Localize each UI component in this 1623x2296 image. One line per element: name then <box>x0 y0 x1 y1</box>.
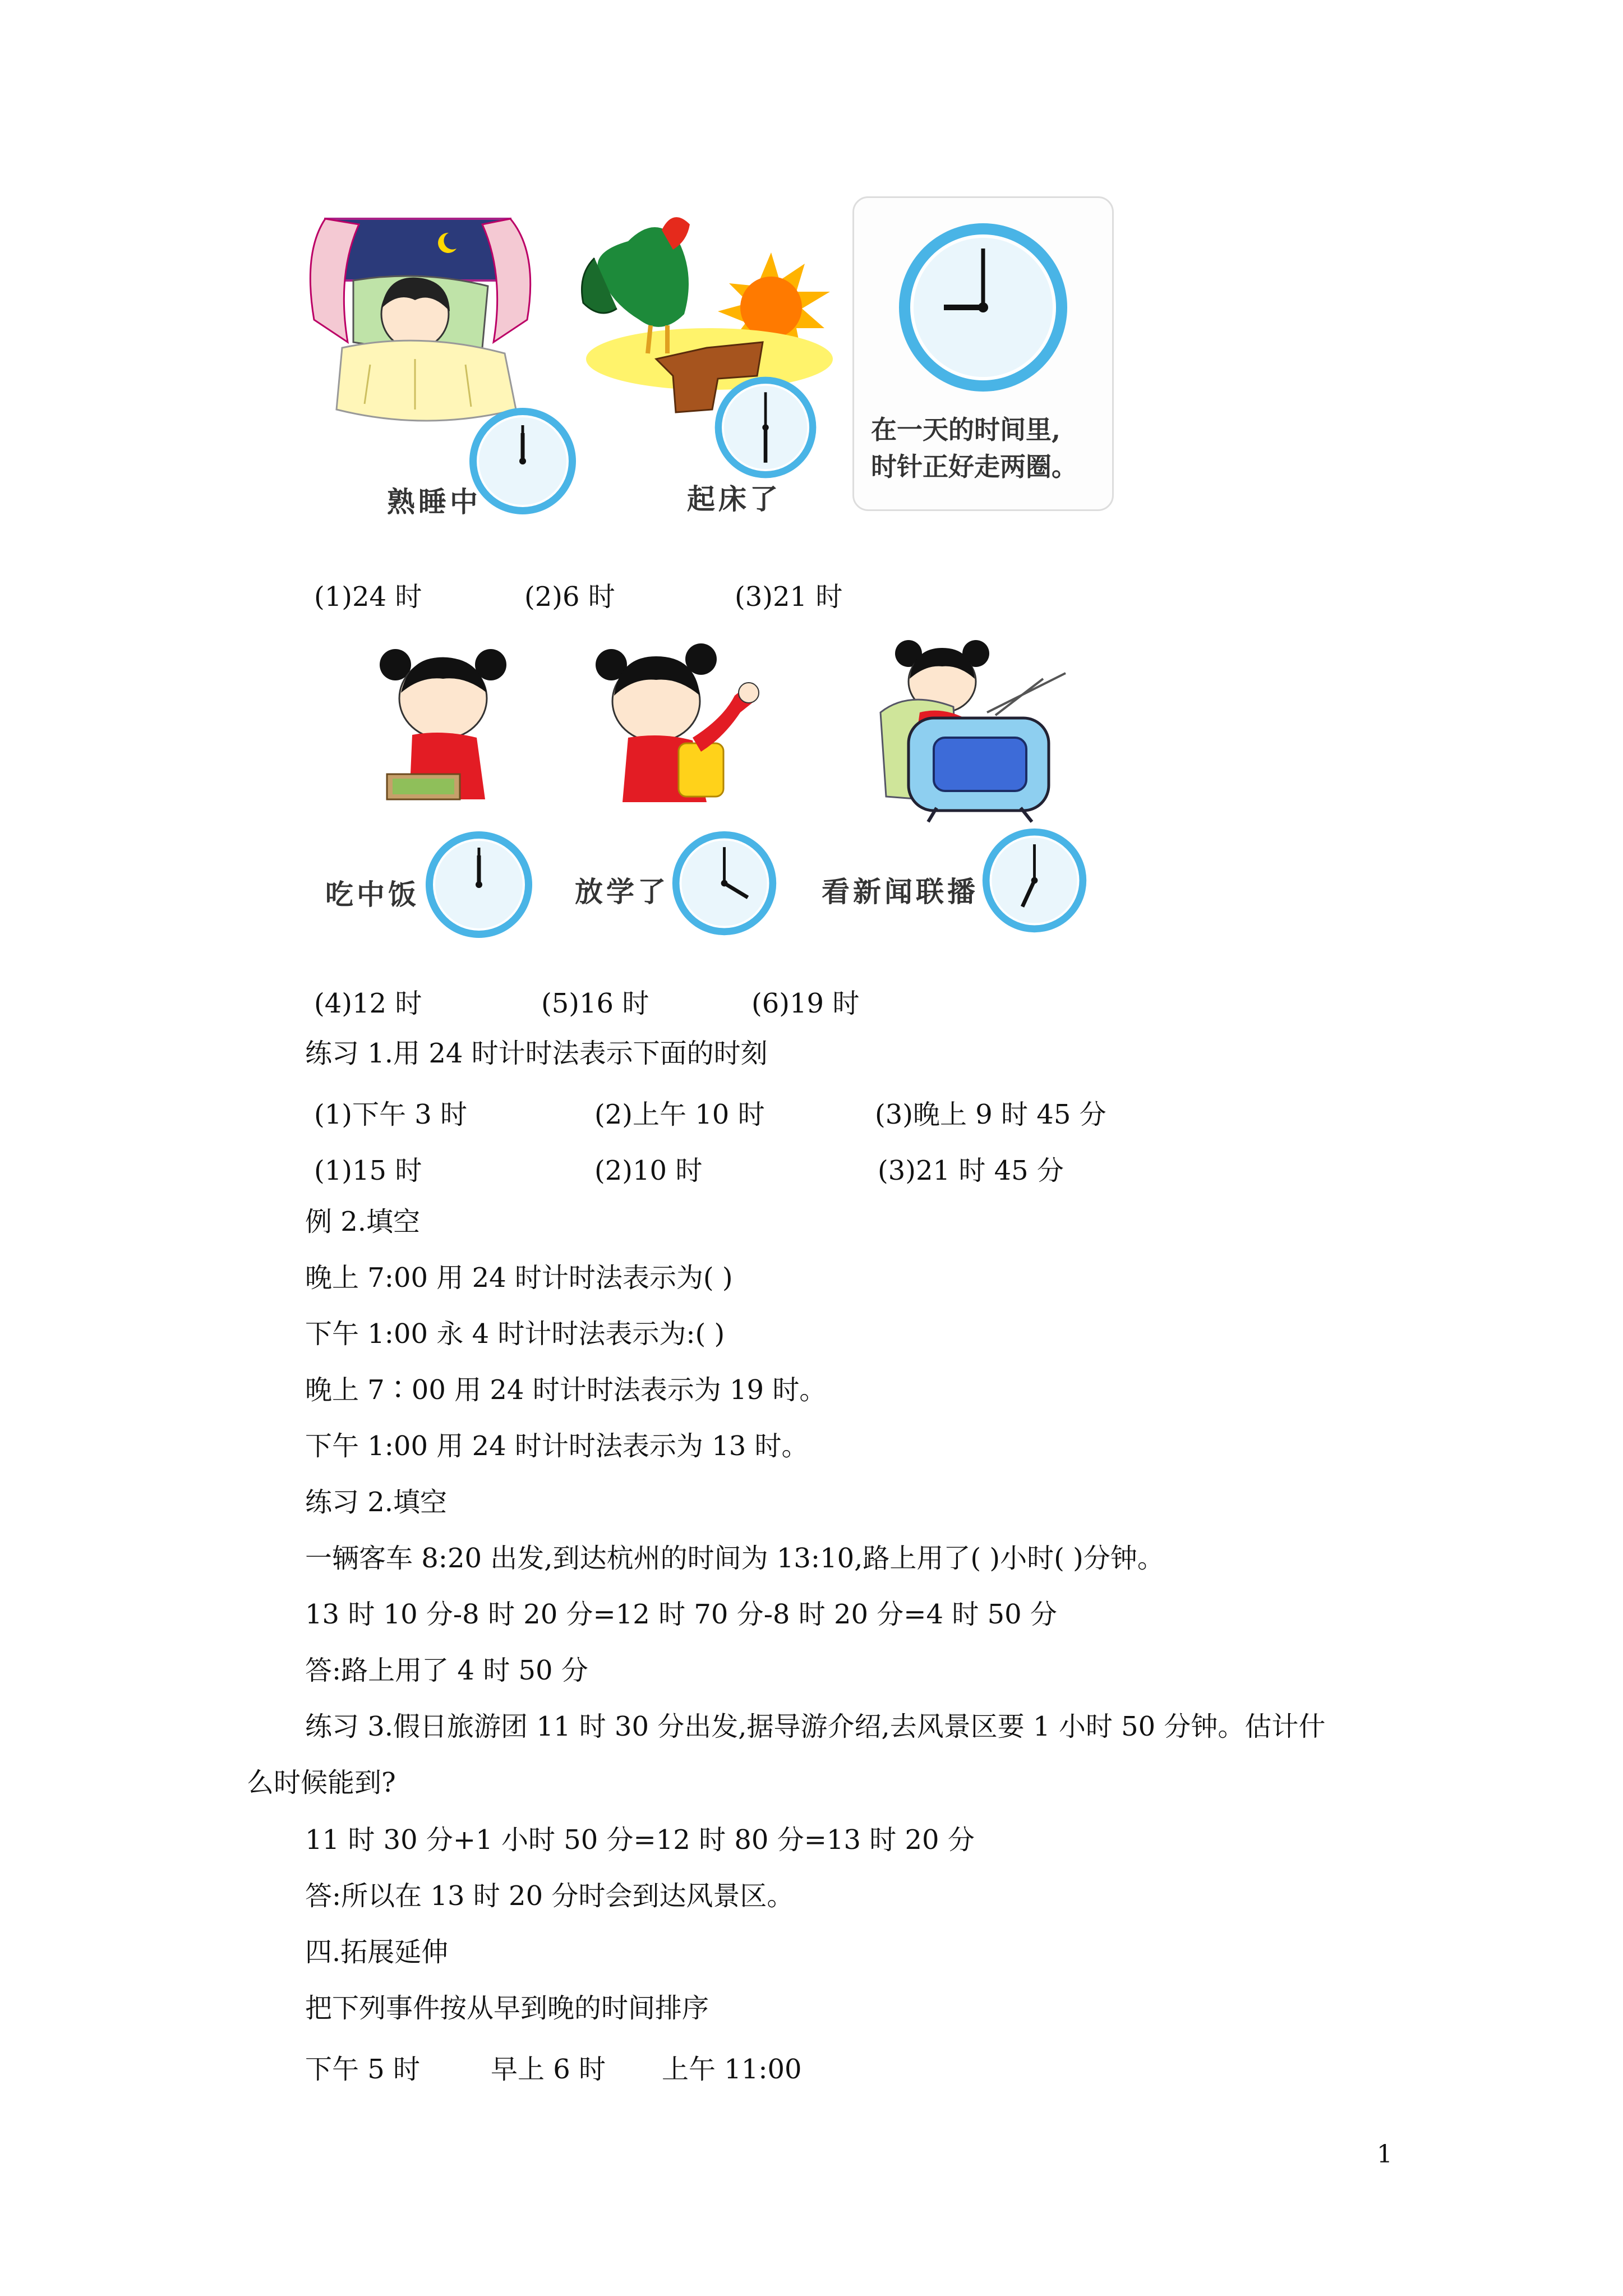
exercise-2-answer: 答:路上用了 4 时 50 分 <box>305 1655 588 1686</box>
clock-sleep <box>465 404 580 521</box>
school-scene <box>594 639 774 808</box>
ex1-a2: (2)10 时 <box>594 1155 703 1186</box>
caption-2: (2)6 时 <box>524 581 615 613</box>
girl-lunch-illustration <box>376 645 510 813</box>
example-2-a2: 下午 1:00 用 24 时计时法表示为 13 时。 <box>305 1430 809 1462</box>
tv-illustration <box>875 634 1077 825</box>
tv-scene <box>875 634 1077 825</box>
exercise-2-title: 练习 2.填空 <box>305 1487 448 1518</box>
exercise-3-calc: 11 时 30 分+1 小时 50 分=12 时 80 分=13 时 20 分 <box>305 1824 975 1856</box>
ex1-q2: (2)上午 10 时 <box>594 1099 765 1130</box>
clock-school <box>668 827 781 942</box>
clock-icon <box>422 827 537 942</box>
lunch-scene <box>376 645 510 813</box>
event-1: 下午 5 时 <box>305 2054 421 2085</box>
exercise-3-question-cont: 么时候能到? <box>247 1767 396 1798</box>
example-2-q2: 下午 1:00 永 4 时计时法表示为:( ) <box>305 1318 725 1350</box>
note-line-1: 在一天的时间里, <box>871 415 1061 445</box>
clock-lunch <box>422 827 537 945</box>
exercise-2-calc: 13 时 10 分-8 时 20 分=12 时 70 分-8 时 20 分=4 时 50 分 <box>305 1599 1057 1630</box>
ex1-q1: (1)下午 3 时 <box>314 1099 468 1130</box>
page-number: 1 <box>1377 2140 1393 2169</box>
ex1-a1: (1)15 时 <box>314 1155 422 1186</box>
extension-instruction: 把下列事件按从早到晚的时间排序 <box>305 1993 709 2024</box>
caption-3: (3)21 时 <box>735 581 843 613</box>
exercise-3-question: 练习 3.假日旅游团 11 时 30 分出发,据导游介绍,去风景区要 1 小时 50 分钟。估计什 <box>305 1711 1326 1742</box>
caption-6: (6)19 时 <box>751 988 860 1019</box>
clock-icon <box>711 373 820 482</box>
clock-icon <box>668 827 781 940</box>
school-label: 放学了 <box>575 875 669 908</box>
clock-rooster <box>711 373 820 485</box>
clock-icon <box>465 404 580 519</box>
exercise-2-question: 一辆客车 8:20 出发,到达杭州的时间为 13:10,路上用了( )小时( )分钟。 <box>305 1543 1164 1574</box>
clock-nine <box>896 220 1070 397</box>
rooster-label: 起床了 <box>687 482 781 516</box>
section-4-title: 四.拓展延伸 <box>305 1936 449 1968</box>
note-text <box>871 411 1077 485</box>
caption-1: (1)24 时 <box>314 581 422 613</box>
girl-school-illustration <box>594 639 774 808</box>
note-line-2: 时针正好走两圈。 <box>871 452 1077 482</box>
ex1-a3: (3)21 时 45 分 <box>878 1155 1064 1186</box>
event-2: 早上 6 时 <box>491 2054 606 2085</box>
event-3: 上午 11:00 <box>662 2054 802 2085</box>
exercise-3-answer: 答:所以在 13 时 20 分时会到达风景区。 <box>305 1880 794 1912</box>
caption-4: (4)12 时 <box>314 988 422 1019</box>
example-2-a1: 晚上 7∶00 用 24 时计时法表示为 19 时。 <box>305 1374 827 1406</box>
lunch-label: 吃中饭 <box>325 878 419 911</box>
exercise-1-title: 练习 1.用 24 时计时法表示下面的时刻 <box>305 1038 768 1069</box>
clock-news <box>979 825 1091 939</box>
example-2-q1: 晚上 7:00 用 24 时计时法表示为( ) <box>305 1262 733 1294</box>
news-label: 看新闻联播 <box>822 875 979 908</box>
clock-icon <box>979 825 1091 937</box>
ex1-q3: (3)晚上 9 时 45 分 <box>875 1099 1106 1130</box>
caption-5: (5)16 时 <box>541 988 649 1019</box>
clock-icon <box>896 220 1070 394</box>
sleep-label: 熟睡中 <box>387 485 481 518</box>
note-card <box>852 196 1114 511</box>
example-2-title: 例 2.填空 <box>305 1206 421 1237</box>
